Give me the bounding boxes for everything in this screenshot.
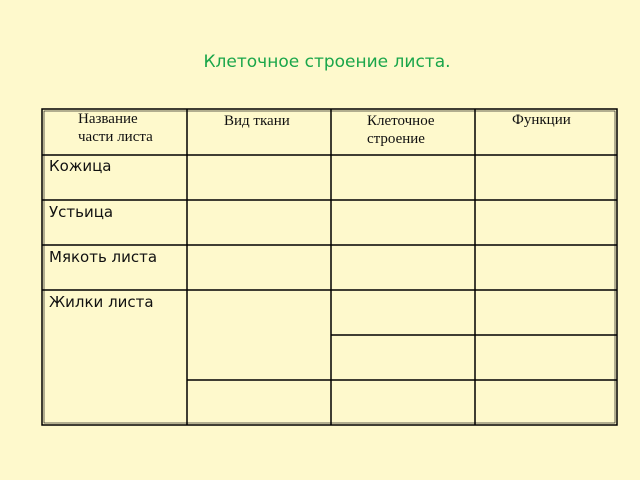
header-functions: Функции xyxy=(512,112,571,128)
row-label-stomata: Устьица xyxy=(49,203,114,221)
row-label-mesophyll: Мякоть листа xyxy=(49,248,158,266)
row-label-skin: Кожица xyxy=(49,157,112,175)
row-label-veins: Жилки листа xyxy=(49,293,154,311)
header-part-name: Название части листа xyxy=(78,111,153,145)
header-tissue-type: Вид ткани xyxy=(224,113,290,129)
header-cell-structure: Клеточное строение xyxy=(367,113,435,147)
page-title: Клеточное строение листа. xyxy=(203,52,451,72)
